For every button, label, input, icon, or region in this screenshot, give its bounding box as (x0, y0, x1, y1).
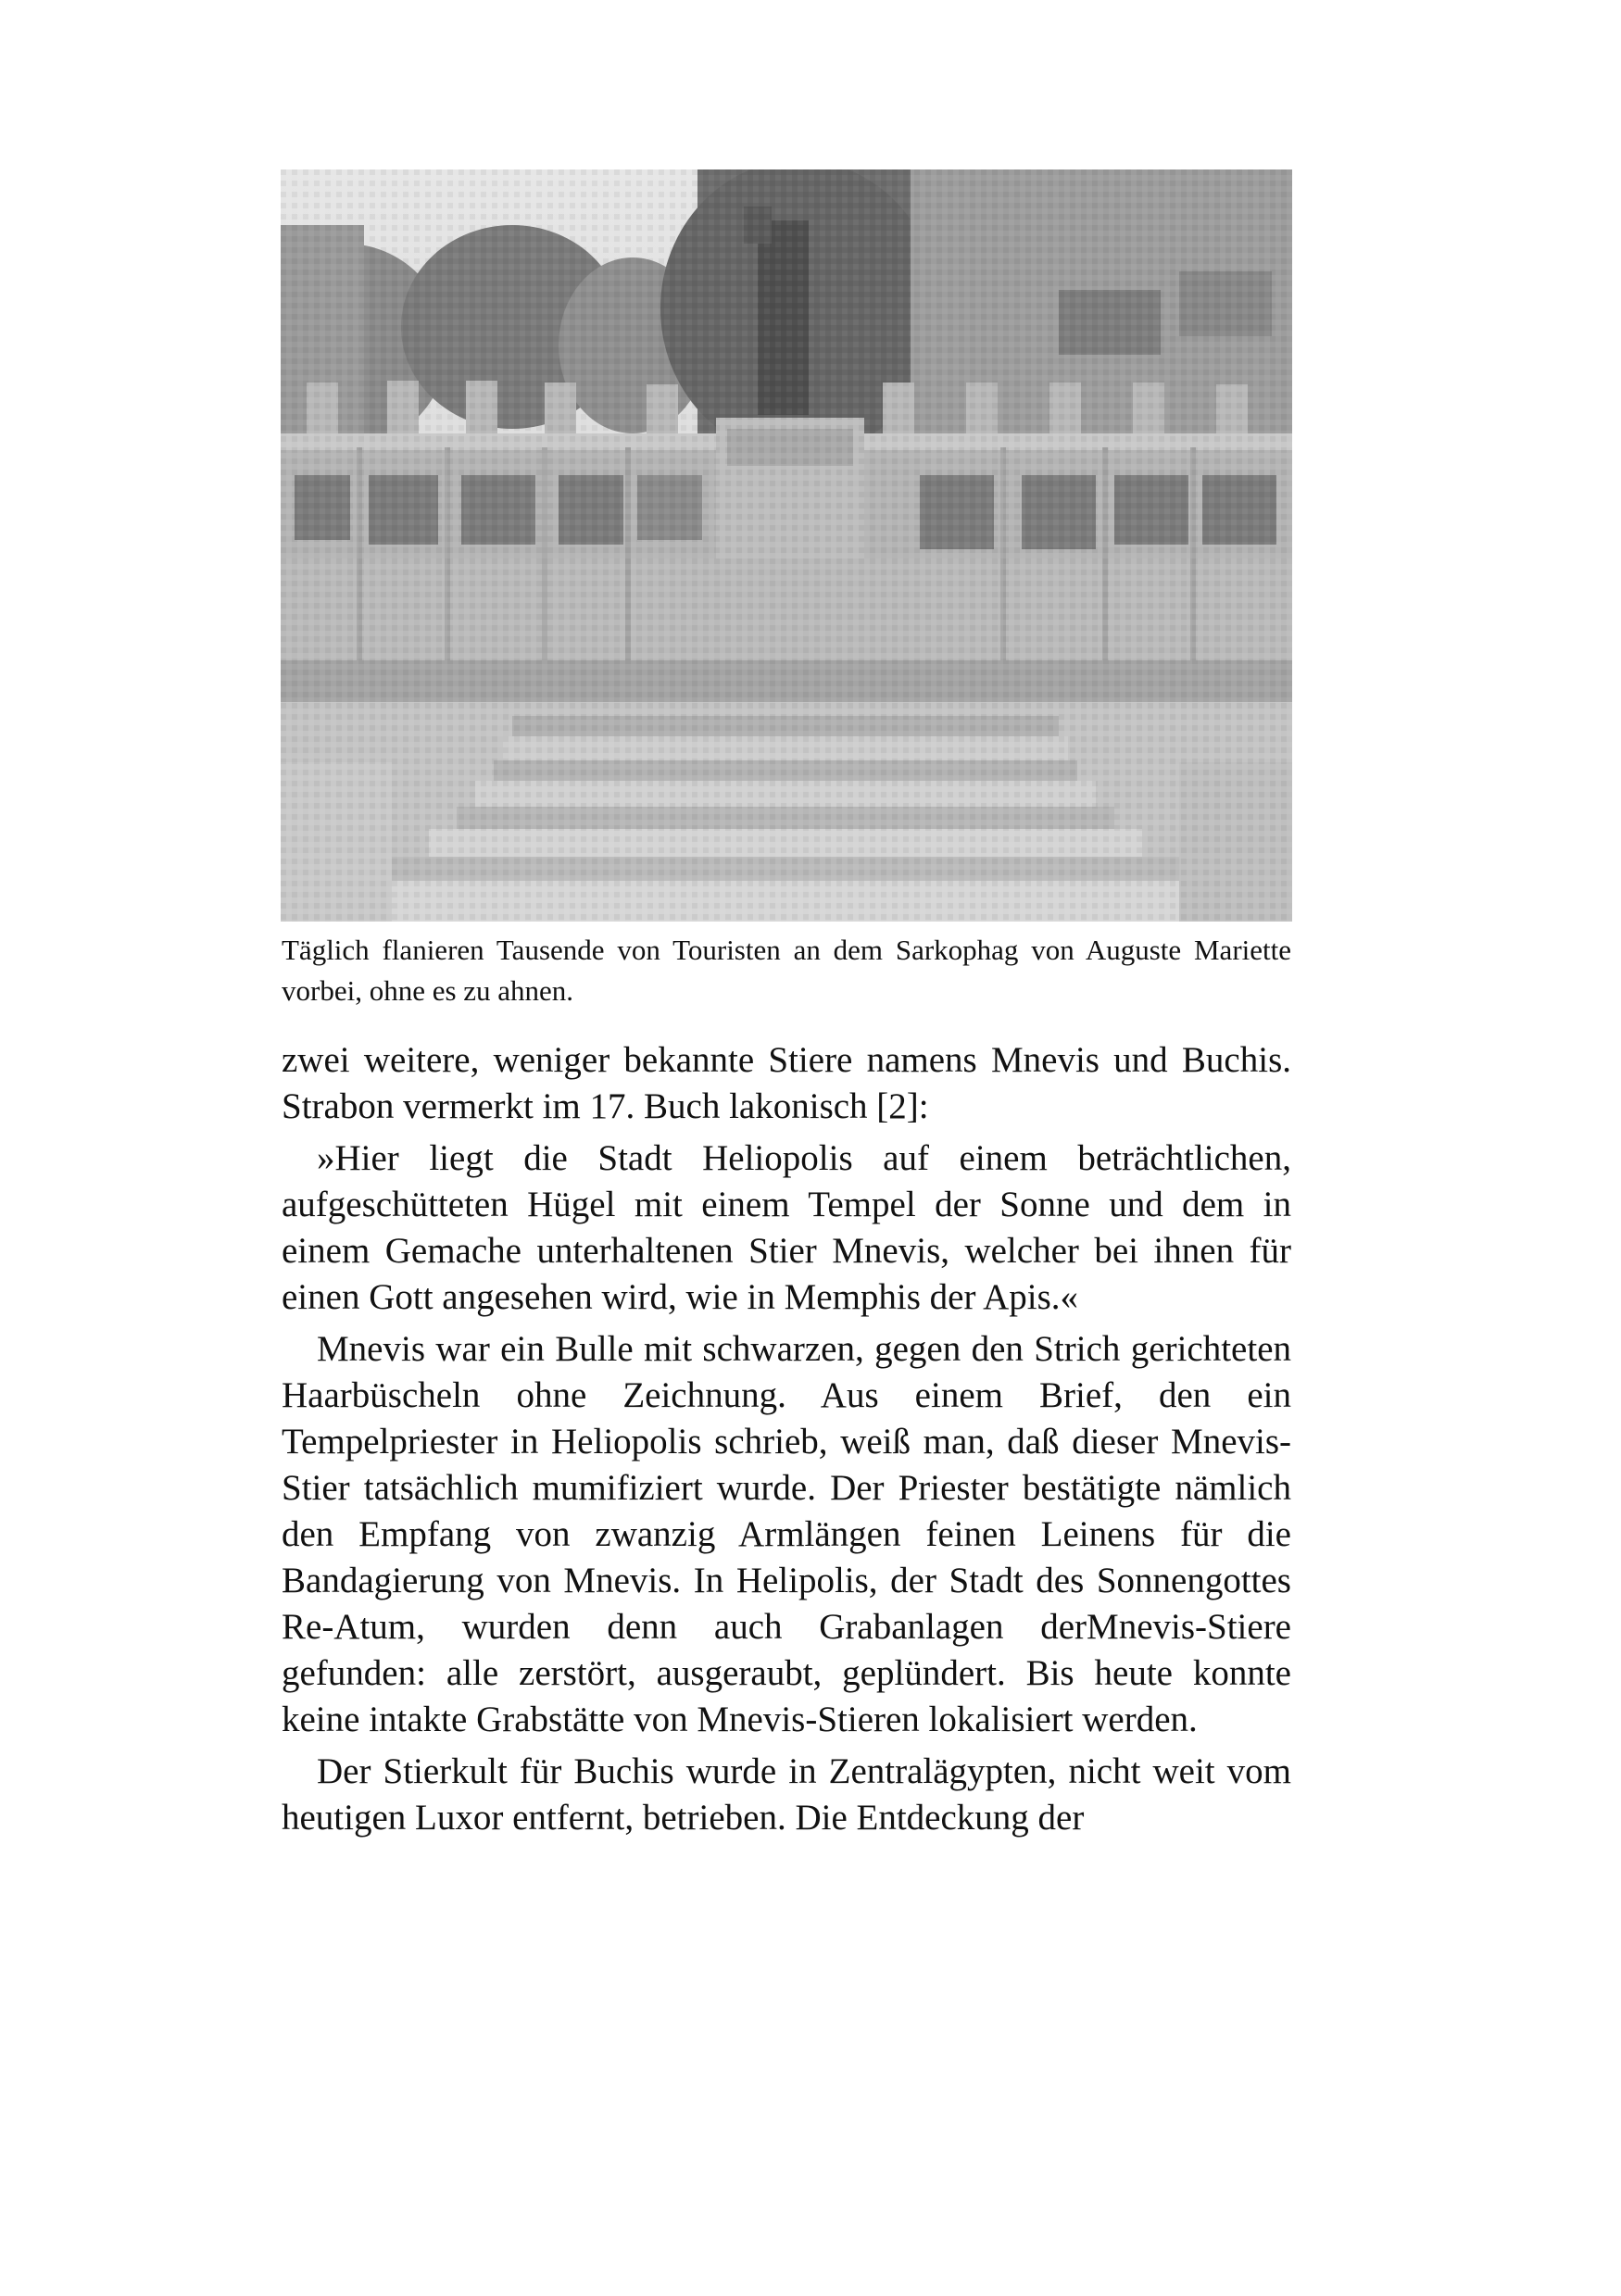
paragraph-1: zwei weitere, weniger bekannte Stiere namens Mnevis und Buchis. Strabon vermerkt im 17. Buch lakonisch [2]: (282, 1040, 1291, 1126)
sarcophagus-photo (281, 169, 1292, 922)
paragraph-buchis: Der Stierkult für Buchis wurde in Zentralägypten, nicht weit vom heutigen Luxor entfernt, betrieben. Die Entdeckung der (282, 1751, 1291, 1838)
body-text (282, 1037, 1291, 1847)
photo-caption: Täglich flanieren Tausende von Touristen an dem Sarkophag von Auguste Mariette vorbei, ohne es zu ahnen. (282, 934, 1291, 1007)
paragraph-mnevis: Mnevis war ein Bulle mit schwarzen, gegen den Strich gerichteten Haarbüscheln ohne Zeichnung. Aus einem Brief, den ein Tempelpriester in Heliopolis schrieb, weiß man, daß dieser Mnevis-Stier tatsächlich mumifiziert wurde. Der Priester bestätigte nämlich den Empfang von zwanzig Armlängen feinen Leinens für die Bandagierung von Mnevis. In Helipolis, der Stadt des Sonnengottes Re-Atum, wurden denn auch Grabanlagen derMnevis-Stiere gefunden: alle zerstört, ausgeraubt, geplündert. Bis heute konnte keine intakte Grabstätte von Mnevis-Stieren lokalisiert werden. (282, 1329, 1291, 1739)
paragraph-quote: »Hier liegt die Stadt Heliopolis auf einem beträchtlichen, aufgeschütteten Hügel mit einem Tempel der Sonne und dem in einem Gemache unterhaltenen Stier Mnevis, welcher bei ihnen für einen Gott angesehen wird, wie in Memphis der Apis.« (282, 1138, 1291, 1317)
